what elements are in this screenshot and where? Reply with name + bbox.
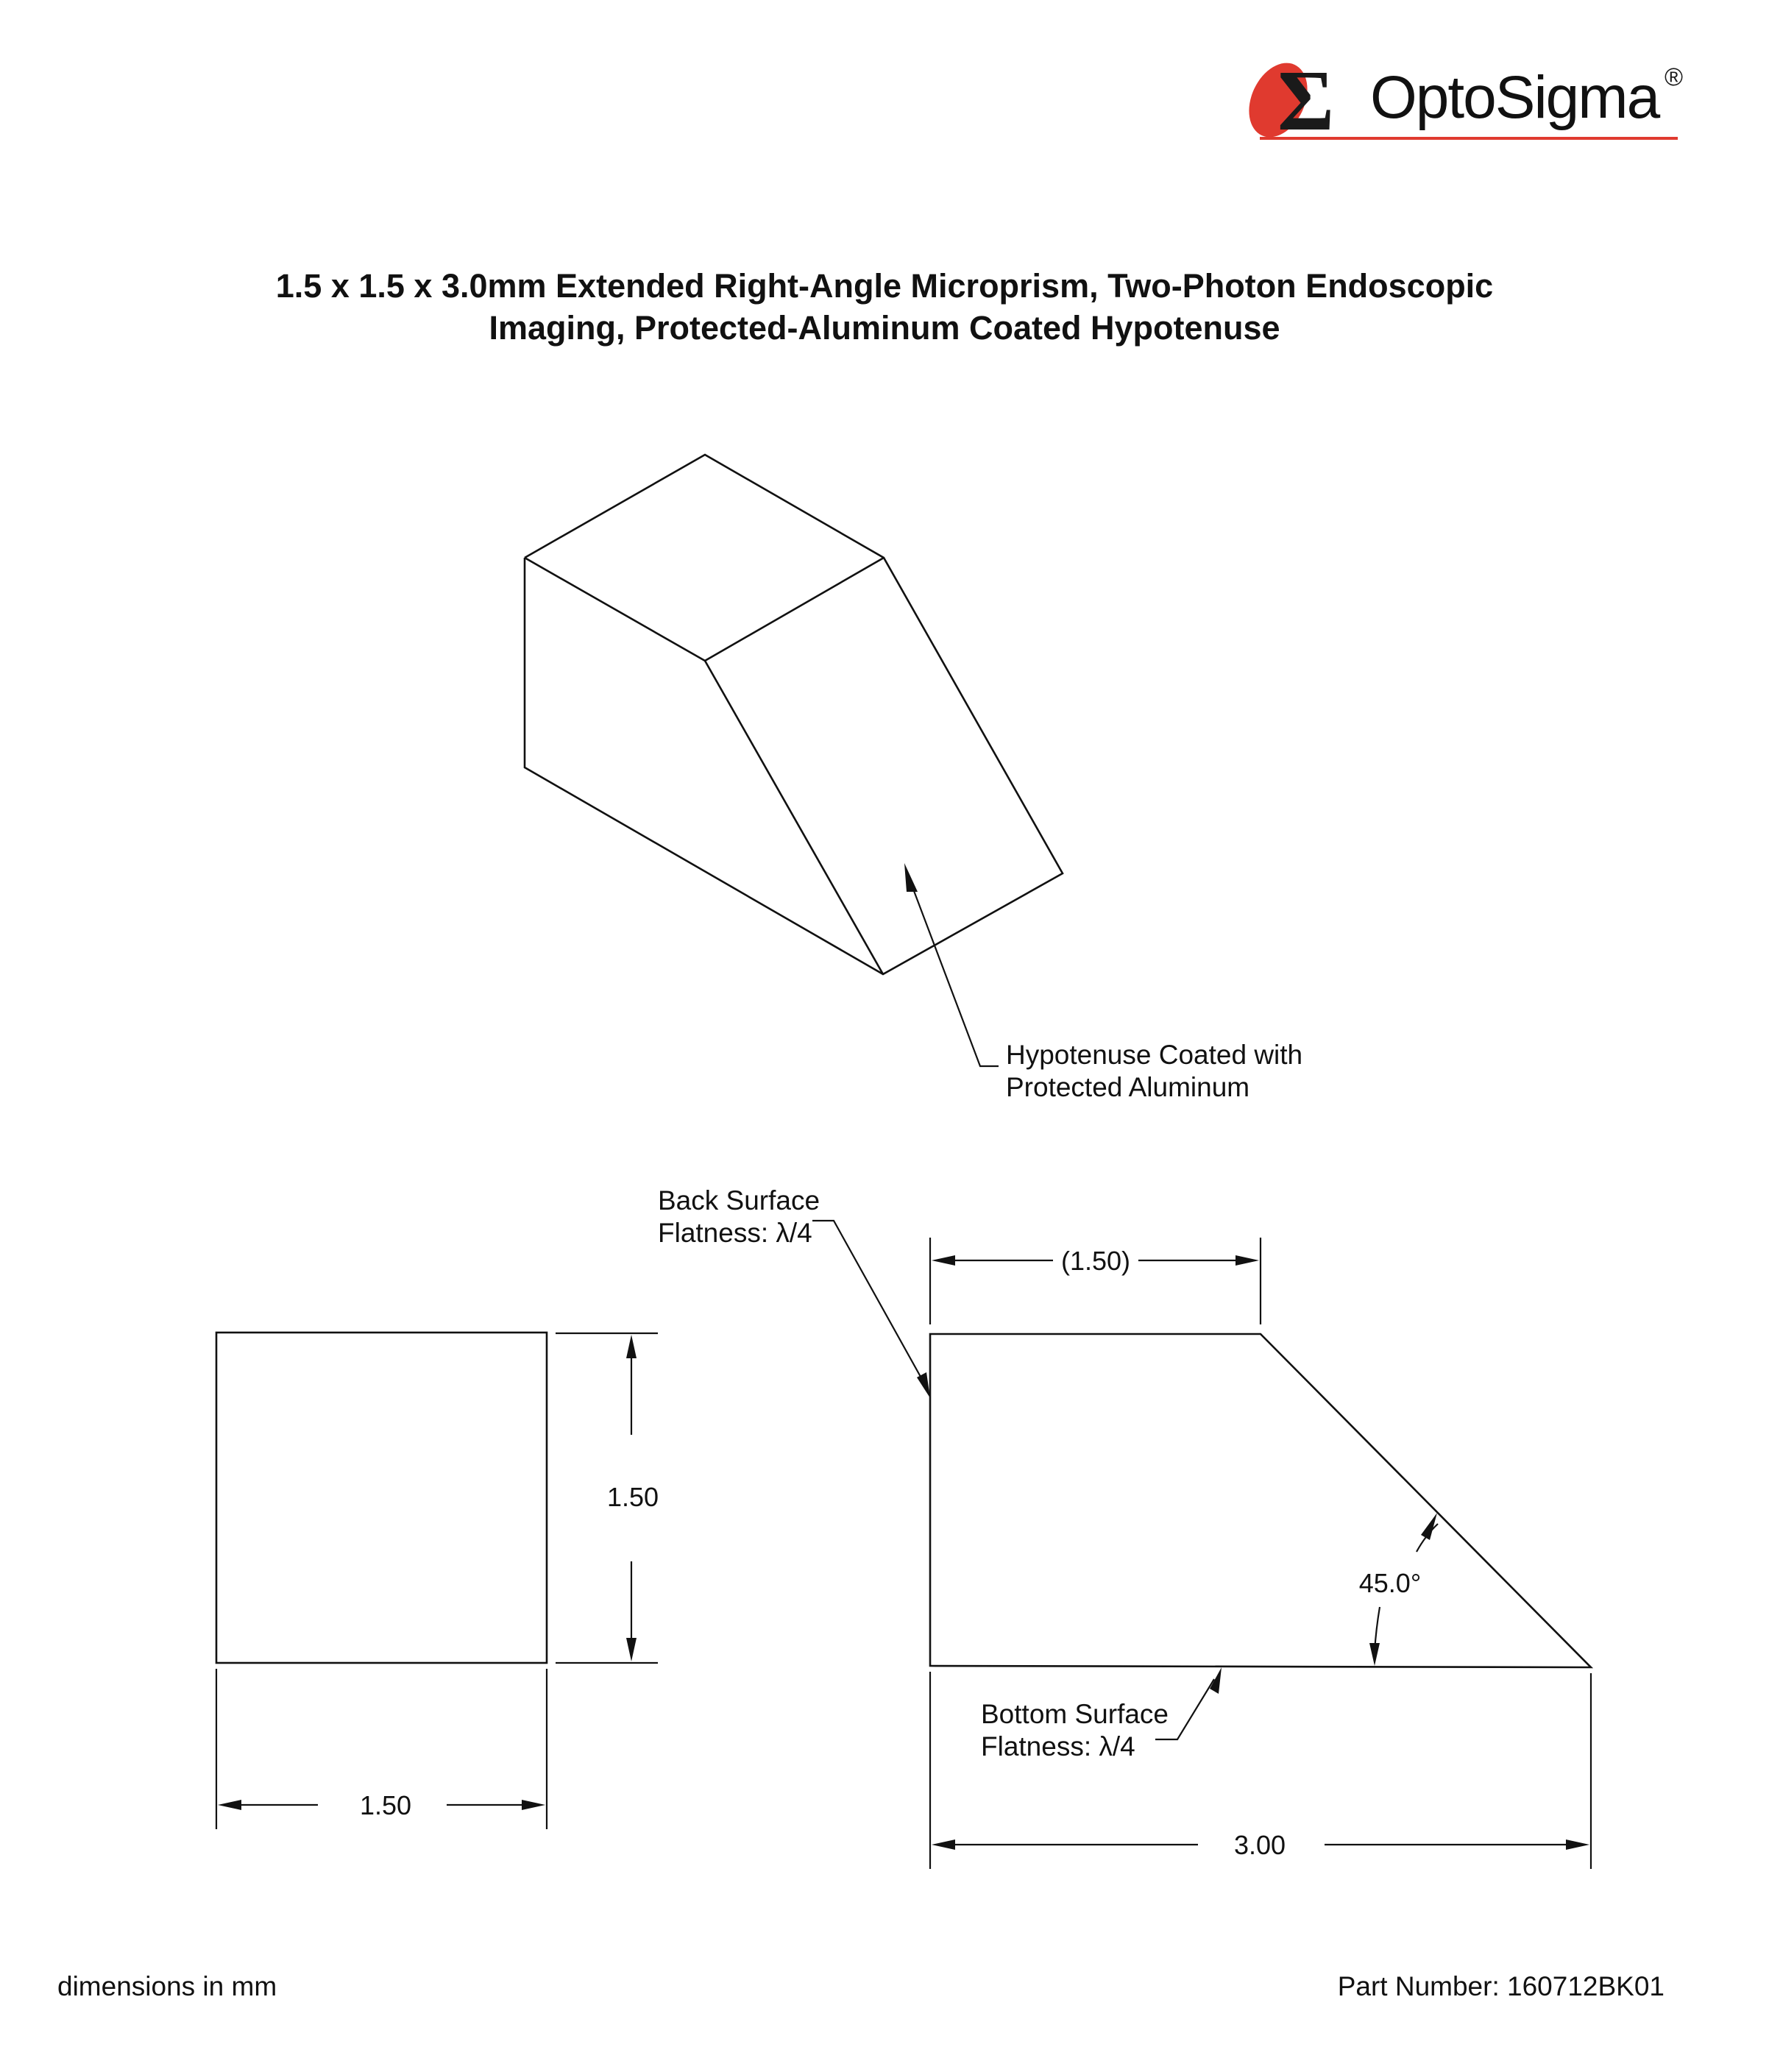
- front-height-arrow-top: [626, 1335, 637, 1358]
- back-surface-note-line-2: Flatness: λ/4: [658, 1218, 812, 1248]
- front-width-dimension-value: 1.50: [359, 1790, 412, 1820]
- front-height-dimension-value: 1.50: [606, 1482, 659, 1512]
- hypotenuse-note-line-2: Protected Aluminum: [1006, 1072, 1250, 1102]
- bottom-surface-leader-arrowhead: [1210, 1667, 1222, 1694]
- drawing-title-line-1: 1.5 x 1.5 x 3.0mm Extended Right-Angle Microprism, Two-Photon Endoscopic: [275, 267, 1494, 305]
- side-length-arrow-right: [1566, 1839, 1589, 1850]
- back-surface-leader-arrowhead: [917, 1372, 930, 1398]
- angle-arrow-lower: [1369, 1643, 1380, 1666]
- hypotenuse-leader-line: [910, 879, 999, 1066]
- front-view: [216, 1333, 659, 1829]
- isometric-prism-view: [525, 455, 1302, 1102]
- side-view: [658, 1185, 1591, 1869]
- angle-dimension-value: 45.0°: [1358, 1568, 1422, 1598]
- hypotenuse-note-line-1: Hypotenuse Coated with: [1006, 1040, 1303, 1070]
- side-length-arrow-left: [932, 1839, 955, 1850]
- side-length-dimension-value: 3.00: [1233, 1830, 1286, 1860]
- front-height-arrow-bottom: [626, 1638, 637, 1661]
- prism-hypotenuse-edge: [705, 661, 883, 974]
- back-surface-leader-line: [812, 1221, 924, 1383]
- logo-sigma-glyph: Σ: [1277, 52, 1335, 149]
- part-number: Part Number: 160712BK01: [1337, 1971, 1665, 2001]
- front-view-square: [216, 1333, 547, 1663]
- side-top-arrow-left: [932, 1255, 955, 1266]
- back-surface-note-line-1: Back Surface: [658, 1185, 820, 1216]
- prism-outline: [525, 455, 1063, 974]
- drawing-title-line-2: Imaging, Protected-Aluminum Coated Hypotenuse: [489, 309, 1280, 347]
- front-width-arrow-left: [218, 1800, 241, 1810]
- logo-brand-name: OptoSigma: [1370, 64, 1659, 131]
- bottom-surface-note-line-2: Flatness: λ/4: [981, 1731, 1135, 1761]
- units-note: dimensions in mm: [57, 1971, 277, 2001]
- bottom-surface-note-line-1: Bottom Surface: [981, 1699, 1169, 1729]
- logo-registered-mark: ®: [1665, 63, 1684, 91]
- side-top-dimension-value: (1.50): [1060, 1246, 1131, 1276]
- optosigma-logo: [1238, 52, 1683, 149]
- side-view-outline: [930, 1334, 1591, 1667]
- side-top-arrow-right: [1236, 1255, 1259, 1266]
- hypotenuse-leader-arrowhead: [904, 863, 918, 892]
- front-width-arrow-right: [522, 1800, 545, 1810]
- prism-top-face-edge: [525, 558, 884, 661]
